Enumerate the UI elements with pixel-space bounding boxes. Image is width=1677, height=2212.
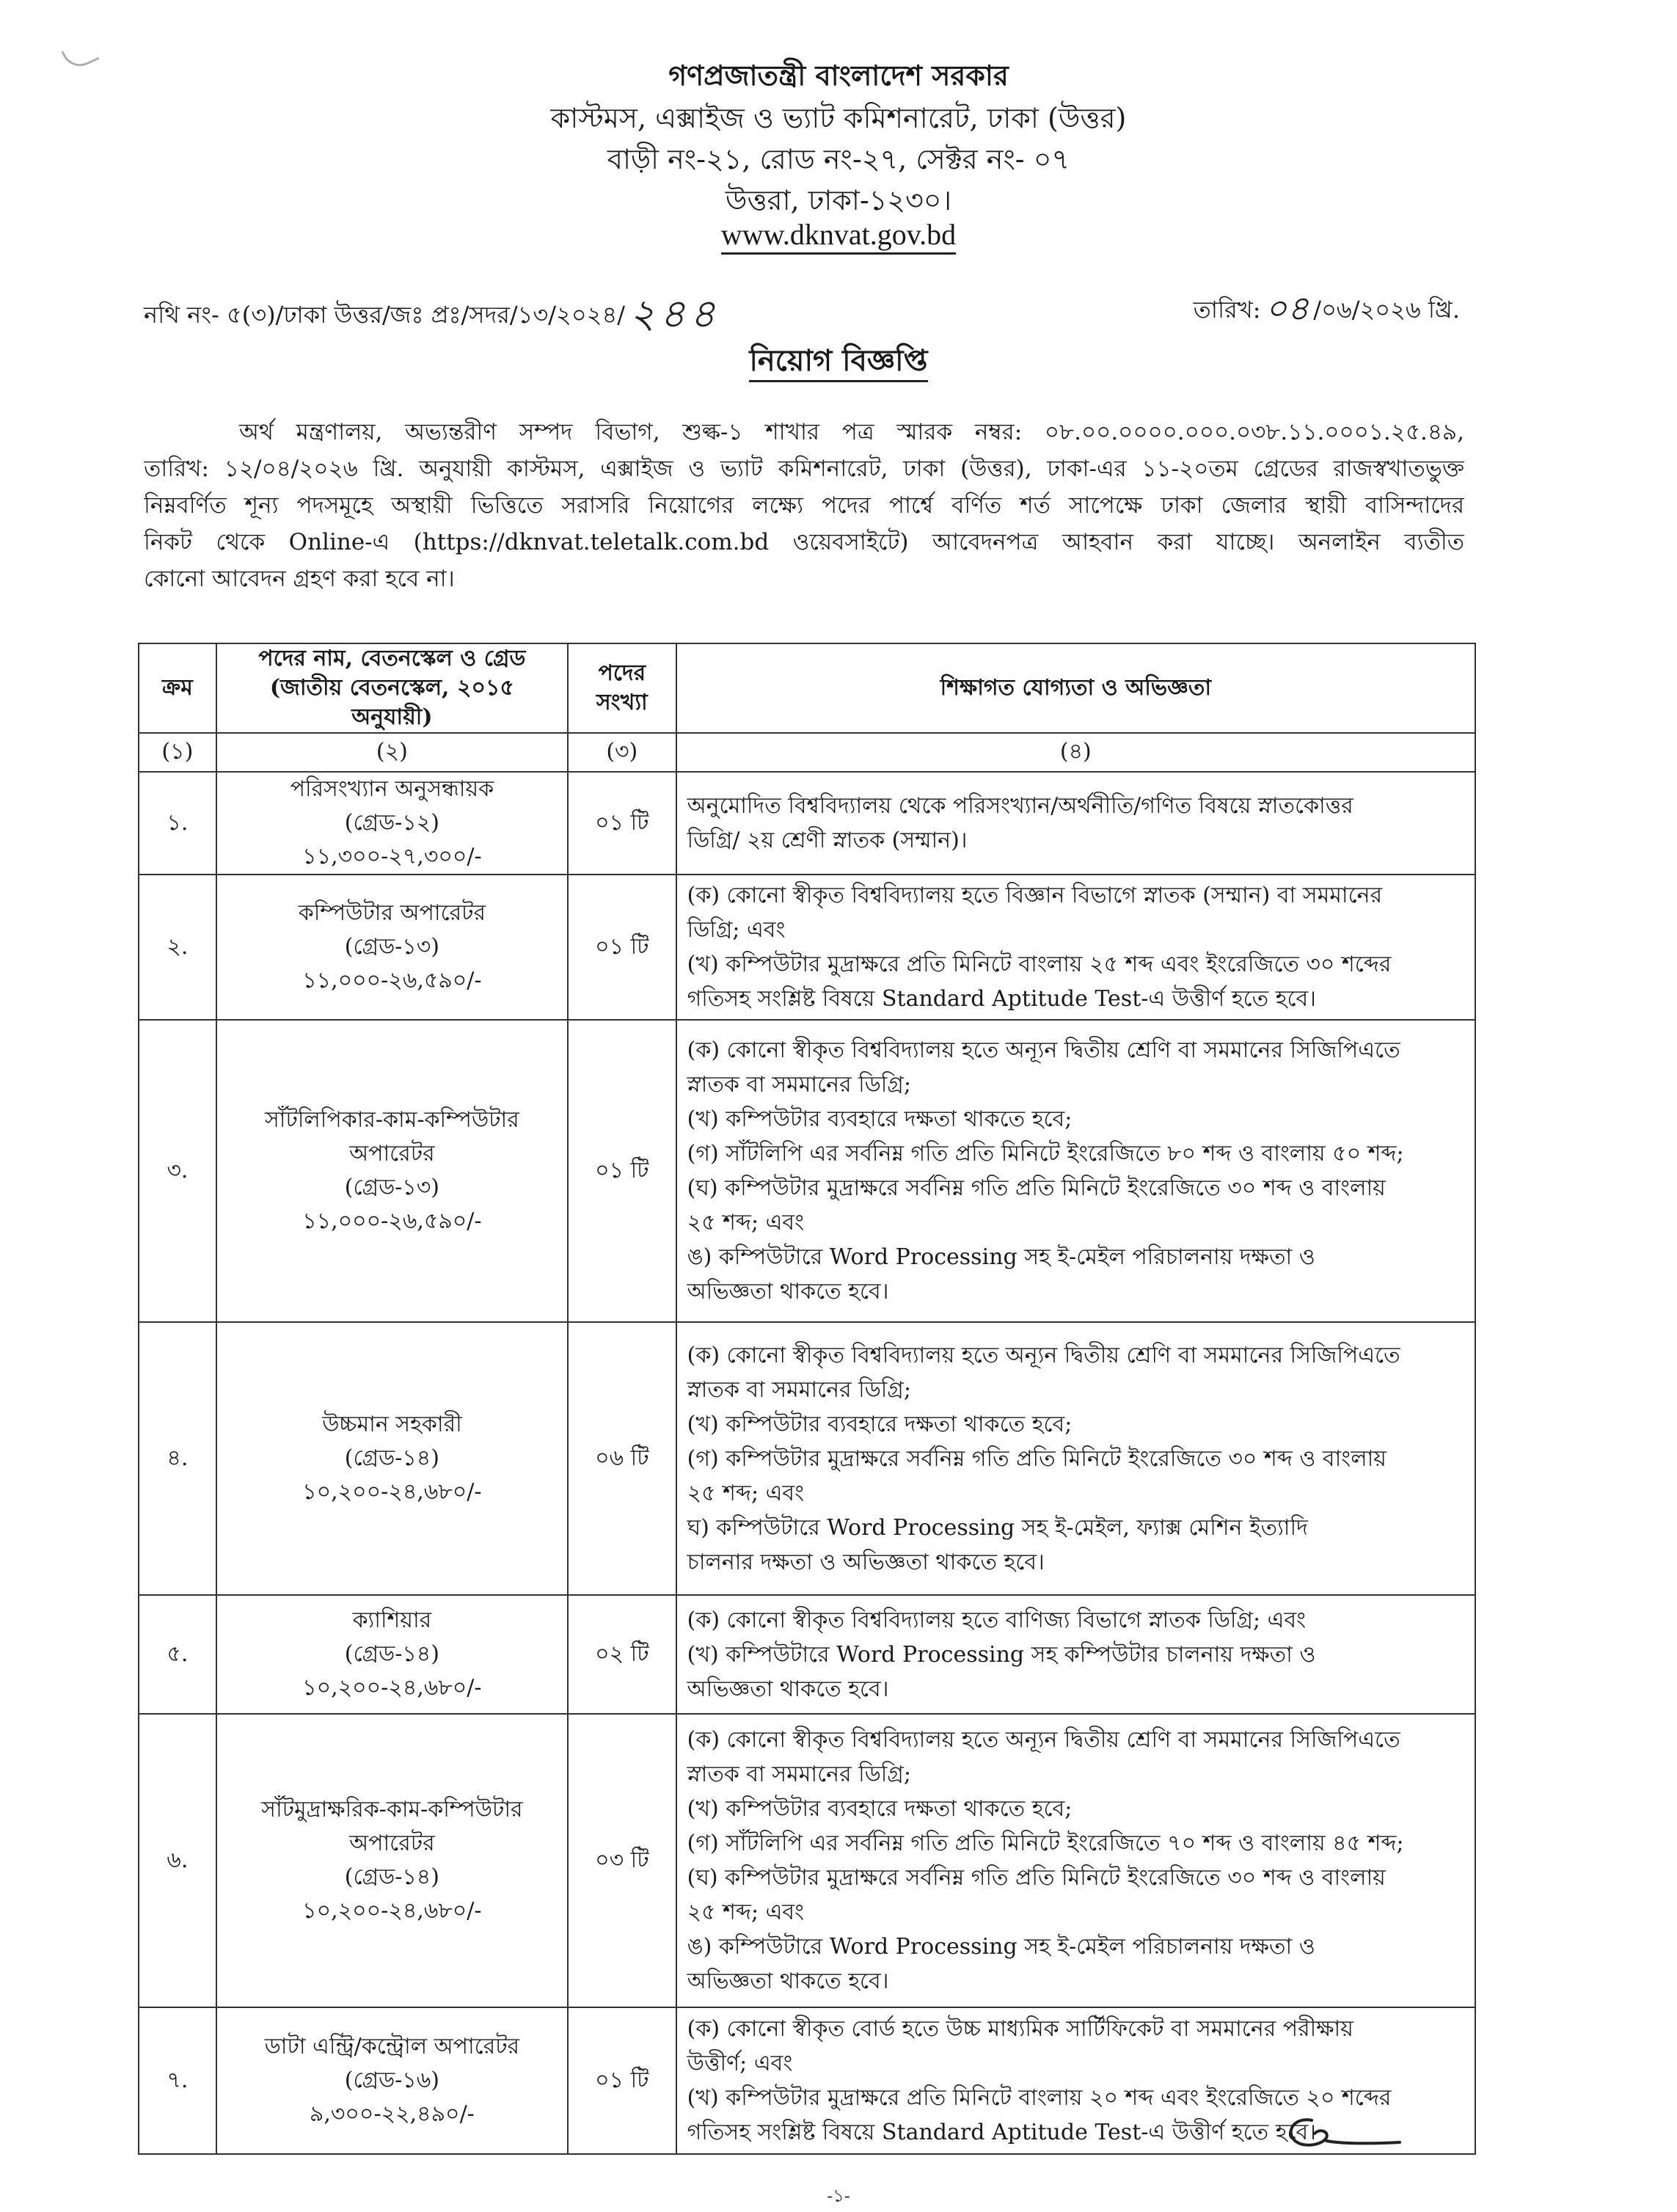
post-line: (গ্রেড-১৩): [344, 934, 439, 960]
qualification-line: ঘ) কম্পিউটারে Word Processing সহ ই-মেইল, ফ্যাক্স মেশিন ইত্যাদি: [687, 1514, 1308, 1541]
qualification-line: (খ) কম্পিউটার ব্যবহারে দক্ষতা থাকতে হবে;: [687, 1106, 1073, 1132]
memo-date-suffix: /০৬/২০২৬ খ্রি.: [1313, 296, 1460, 324]
website-text[interactable]: www.dknvat.gov.bd: [721, 218, 956, 255]
post-line: ডাটা এন্ট্রি/কন্ট্রোল অপারেটর: [264, 2034, 520, 2059]
row-count: ০২ টি: [568, 1595, 676, 1714]
column-number: (১): [139, 733, 216, 772]
post-line: ১০,২০০-২৪,৬৮০/-: [302, 1675, 482, 1701]
post-line: ১০,২০০-২৪,৬৮০/-: [302, 1479, 482, 1505]
table-row: [139, 875, 1475, 1020]
qualification-line: (গ) সাঁটলিপি এর সর্বনিম্ন গতি প্রতি মিনিটে ইংরেজিতে ৭০ শব্দ ও বাংলায় ৪৫ শব্দ;: [687, 1830, 1404, 1856]
website-link[interactable]: [0, 217, 1677, 252]
row-count: ০১ টি: [568, 875, 676, 1020]
row-serial: ৩.: [139, 1020, 216, 1322]
qualification-line: (ক) কোনো স্বীকৃত বিশ্ববিদ্যালয় হতে বিজ্ঞান বিভাগে স্নাতক (সম্মান) বা সমমানের: [687, 883, 1383, 908]
row-count: ০৬ টি: [568, 1322, 676, 1595]
row-qualification: [676, 772, 1475, 875]
post-line: (গ্রেড-১৬): [344, 2067, 439, 2093]
government-name: গণপ্রজাতন্ত্রী বাংলাদেশ সরকার: [668, 59, 1009, 92]
table-row: [139, 1714, 1475, 2007]
qualification-line: স্নাতক বা সমমানের ডিগ্রি;: [687, 1762, 911, 1787]
qualification-line: (ক) কোনো স্বীকৃত বিশ্ববিদ্যালয় হতে অন্যূন দ্বিতীয় শ্রেণি বা সমমানের সিজিপিএতে: [687, 1727, 1400, 1753]
qualification-line: (ক) কোনো স্বীকৃত বিশ্ববিদ্যালয় হতে অন্যূন দ্বিতীয় শ্রেণি বা সমমানের সিজিপিএতে: [687, 1037, 1400, 1063]
intro-line: কোনো আবেদন গ্রহণ করা হবে না।: [144, 566, 455, 592]
signature-mark: [1282, 2111, 1407, 2156]
post-line: ৯,৩০০-২২,৪৯০/-: [309, 2101, 475, 2127]
memo-number-handwritten: ২৪৪: [629, 291, 720, 337]
column-number: (২): [216, 733, 568, 772]
post-line: ১১,০০০-২৬,৫৯০/-: [302, 1208, 482, 1234]
intro-line: নিকট থেকে Online-এ (https://dknvat.teletalk.com.bd ওয়েবসাইটে) আবেদনপত্র আহবান করা যাচ্ছে। অনলাইন ব্যতীত: [144, 529, 1464, 555]
row-serial: ৪.: [139, 1322, 216, 1595]
intro-line: নিম্নবর্ণিত শূন্য পদসমূহে অস্থায়ী ভিত্তিতে সরাসরি নিয়োগের লক্ষ্যে পদের পার্শ্বে বর্ণিত শর্ত সাপেক্ষে ঢাকা জেলার স্থায়ী বাসিন্দাদের: [144, 492, 1464, 519]
qualification-line: (গ) কম্পিউটার মুদ্রাক্ষরে সর্বনিম্ন গতি প্রতি মিনিটে ইংরেজিতে ৩০ শব্দ ও বাংলায়: [687, 1445, 1386, 1472]
post-line: (গ্রেড-১৪): [344, 1445, 439, 1471]
post-line: উচ্চমান সহকারী: [322, 1412, 462, 1437]
qualification-line: (খ) কম্পিউটারে Word Processing সহ কম্পিউটার চালনায় দক্ষতা ও: [687, 1641, 1316, 1668]
row-post: [216, 2007, 568, 2154]
posts-table: [138, 643, 1476, 2155]
qualification-line: (গ) সাঁটলিপি এর সর্বনিম্ন গতি প্রতি মিনিটে ইংরেজিতে ৮০ শব্দ ও বাংলায় ৫০ শব্দ;: [687, 1141, 1404, 1167]
qualification-line: অভিজ্ঞতা থাকতে হবে।: [687, 1279, 889, 1304]
row-qualification: [676, 875, 1475, 1020]
qualification-line: ২৫ শব্দ; এবং: [687, 1899, 805, 1925]
header-count-line1: পদের: [598, 660, 646, 686]
row-post: [216, 772, 568, 875]
header-serial: ক্রম: [139, 643, 216, 733]
intro-line: অর্থ মন্ত্রণালয়, অভ্যন্তরীণ সম্পদ বিভাগ, শুল্ক-১ শাখার পত্র স্মারক নম্বর: ০৮.০০.০০০০.০০০.০৩৮.১১.০০০১.২৫.৪৯,: [239, 419, 1464, 445]
header-post-line1: পদের নাম, বেতনস্কেল ও গ্রেড: [258, 646, 526, 671]
post-line: (গ্রেড-১৪): [344, 1641, 439, 1667]
table-row: [139, 1595, 1475, 1714]
row-post: [216, 1714, 568, 2007]
post-line: অপারেটর: [349, 1141, 435, 1167]
qualification-line: অভিজ্ঞতা থাকতে হবে।: [687, 1968, 889, 1994]
qualification-line: (ঘ) কম্পিউটার মুদ্রাক্ষরে সর্বনিম্ন গতি প্রতি মিনিটে ইংরেজিতে ৩০ শব্দ ও বাংলায়: [687, 1175, 1386, 1201]
memo-date-prefix: তারিখ:: [1193, 296, 1261, 324]
column-number: (৩): [568, 733, 676, 772]
row-serial: ৫.: [139, 1595, 216, 1714]
qualification-line: অনুমোদিত বিশ্ববিদ্যালয় থেকে পরিসংখ্যান/অর্থনীতি/গণিত বিষয়ে স্নাতকোত্তর: [687, 793, 1353, 819]
qualification-line: ডিগ্রি; এবং: [687, 917, 786, 943]
qualification-line: ২৫ শব্দ; এবং: [687, 1480, 805, 1506]
memo-date: [1194, 283, 1460, 339]
post-line: পরিসংখ্যান অনুসন্ধায়ক: [290, 776, 494, 802]
intro-line: তারিখ: ১২/০৪/২০২৬ খ্রি. অনুযায়ী কাস্টমস, এক্সাইজ ও ভ্যাট কমিশনারেট, ঢাকা (উত্তর), ঢাকা-এর ১১-২০তম গ্রেডের রাজস্বখাতভুক্ত: [144, 456, 1464, 482]
qualification-line: গতিসহ সংশ্লিষ্ট বিষয়ে Standard Aptitude Test-এ উত্তীর্ণ হতে হবে।: [687, 986, 1316, 1012]
post-line: ১১,০০০-২৬,৫৯০/-: [302, 968, 482, 993]
table-header-row: [139, 643, 1475, 733]
header-post: [216, 643, 568, 733]
post-line: অপারেটর: [349, 1830, 435, 1856]
qualification-line: (ক) কোনো স্বীকৃত বিশ্ববিদ্যালয় হতে বাণিজ্য বিভাগে স্নাতক ডিগ্রি; এবং: [687, 1607, 1307, 1633]
row-post: [216, 875, 568, 1020]
row-post: [216, 1322, 568, 1595]
qualification-line: (খ) কম্পিউটার মুদ্রাক্ষরে প্রতি মিনিটে বাংলায় ২০ শব্দ এবং ইংরেজিতে ২০ শব্দের: [687, 2085, 1392, 2111]
column-number-row: [139, 733, 1475, 772]
table-row: [139, 1020, 1475, 1322]
memo-number-prefix: নথি নং- ৫(৩)/ঢাকা উত্তর/জঃ প্রঃ/সদর/১৩/২০২৪/: [144, 301, 625, 329]
intro-paragraph: [144, 414, 1464, 597]
post-line: ১০,২০০-২৪,৬৮০/-: [302, 1898, 482, 1924]
office-address-line2: উত্তরা, ঢাকা-১২৩০।: [725, 184, 952, 216]
row-post: [216, 1020, 568, 1322]
post-line: ক্যাশিয়ার: [352, 1607, 432, 1633]
post-line: (গ্রেড-১২): [344, 810, 439, 836]
qualification-line: (খ) কম্পিউটার ব্যবহারে দক্ষতা থাকতে হবে;: [687, 1411, 1073, 1437]
row-qualification: [676, 1020, 1475, 1322]
row-count: ০১ টি: [568, 2007, 676, 2154]
qualification-line: ঙ) কম্পিউটারে Word Processing সহ ই-মেইল পরিচালনায় দক্ষতা ও: [687, 1934, 1315, 1960]
row-qualification: [676, 1714, 1475, 2007]
column-number: (৪): [676, 733, 1475, 772]
row-post: [216, 1595, 568, 1714]
qualification-line: অভিজ্ঞতা থাকতে হবে।: [687, 1676, 889, 1702]
row-serial: ১.: [139, 772, 216, 875]
posts-table-body: [139, 772, 1475, 2154]
header-count: [568, 643, 676, 733]
qualification-line: (খ) কম্পিউটার মুদ্রাক্ষরে প্রতি মিনিটে বাংলায় ২৫ শব্দ এবং ইংরেজিতে ৩০ শব্দের: [687, 952, 1392, 977]
table-row: [139, 2007, 1475, 2154]
qualification-line: ২৫ শব্দ; এবং: [687, 1210, 805, 1235]
header-post-line2: (জাতীয় বেতনস্কেল, ২০১৫ অনুযায়ী): [269, 675, 514, 730]
memo-date-handwritten: ০৪: [1265, 288, 1309, 328]
post-line: কম্পিউটার অপারেটর: [298, 900, 486, 926]
qualification-line: ঙ) কম্পিউটারে Word Processing সহ ই-মেইল পরিচালনায় দক্ষতা ও: [687, 1244, 1315, 1270]
header-qualification: শিক্ষাগত যোগ্যতা ও অভিজ্ঞতা: [676, 643, 1475, 733]
row-serial: ৬.: [139, 1714, 216, 2007]
post-line: (গ্রেড-১৩): [344, 1175, 439, 1200]
row-count: ০৩ টি: [568, 1714, 676, 2007]
row-count: ০১ টি: [568, 1020, 676, 1322]
table-row: [139, 772, 1475, 875]
qualification-line: গতিসহ সংশ্লিষ্ট বিষয়ে Standard Aptitude Test-এ উত্তীর্ণ হতে হবে।: [687, 2120, 1316, 2145]
qualification-line: চালনার দক্ষতা ও অভিজ্ঞতা থাকতে হবে।: [687, 1549, 1045, 1575]
post-line: সাঁটলিপিকার-কাম-কম্পিউটার: [264, 1107, 519, 1133]
qualification-line: স্নাতক বা সমমানের ডিগ্রি;: [687, 1072, 911, 1098]
row-serial: ২.: [139, 875, 216, 1020]
page-number: -১-: [827, 2186, 850, 2206]
qualification-line: (ঘ) কম্পিউটার মুদ্রাক্ষরে সর্বনিম্ন গতি প্রতি মিনিটে ইংরেজিতে ৩০ শব্দ ও বাংলায়: [687, 1865, 1386, 1891]
qualification-line: উত্তীর্ণ; এবং: [687, 2051, 793, 2076]
qualification-line: (ক) কোনো স্বীকৃত বিশ্ববিদ্যালয় হতে অন্যূন দ্বিতীয় শ্রেণি বা সমমানের সিজিপিএতে: [687, 1342, 1400, 1368]
notice-title-text: নিয়োগ বিজ্ঞপ্তি: [749, 343, 927, 382]
qualification-line: (খ) কম্পিউটার ব্যবহারে দক্ষতা থাকতে হবে;: [687, 1796, 1073, 1822]
post-line: (গ্রেড-১৪): [344, 1864, 439, 1890]
qualification-line: ডিগ্রি/ ২য় শ্রেণী স্নাতক (সম্মান)।: [687, 828, 968, 853]
row-qualification: [676, 1595, 1475, 1714]
qualification-line: স্নাতক বা সমমানের ডিগ্রি;: [687, 1376, 911, 1403]
row-serial: ৭.: [139, 2007, 216, 2154]
post-line: সাঁটমুদ্রাক্ষরিক-কাম-কম্পিউটার: [261, 1797, 523, 1822]
row-qualification: [676, 1322, 1475, 1595]
office-name: কাস্টমস, এক্সাইজ ও ভ্যাট কমিশনারেট, ঢাকা (উত্তর): [550, 102, 1127, 134]
table-row: [139, 1322, 1475, 1595]
header-count-line2: সংখ্যা: [596, 690, 648, 715]
qualification-line: (ক) কোনো স্বীকৃত বোর্ড হতে উচ্চ মাধ্যমিক সার্টিফিকেট বা সমমানের পরীক্ষায়: [687, 2016, 1353, 2042]
post-line: ১১,৩০০-২৭,৩০০/-: [302, 844, 482, 869]
notice-title: [0, 337, 1677, 387]
office-address-line1: বাড়ী নং-২১, রোড নং-২৭, সেক্টর নং- ০৭: [607, 143, 1070, 175]
row-count: ০১ টি: [568, 772, 676, 875]
